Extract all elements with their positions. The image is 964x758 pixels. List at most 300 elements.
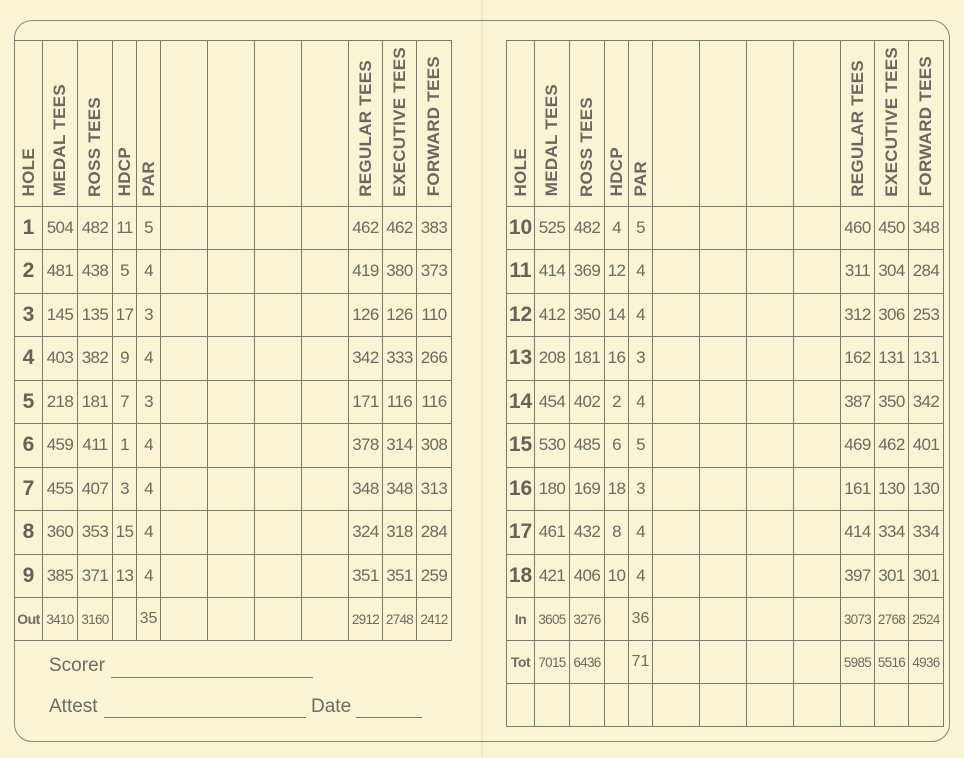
par-value: 4 <box>137 424 161 468</box>
hole-row <box>507 337 944 381</box>
header-regular-label: REGULAR TEES <box>847 59 867 197</box>
executive-total: 2748 <box>383 598 417 641</box>
hole-number: 16 <box>507 467 535 511</box>
front-nine-table <box>14 40 452 641</box>
score-entry-cell[interactable] <box>208 380 255 424</box>
hole-number: 13 <box>507 337 535 381</box>
forward-value: 116 <box>417 380 452 424</box>
date-label: Date <box>311 696 352 717</box>
score-entry-cell[interactable] <box>302 250 349 294</box>
medal-value: 385 <box>43 554 78 598</box>
regular-value: 171 <box>349 380 383 424</box>
hole-row <box>507 206 944 250</box>
in-row <box>507 598 944 641</box>
ross-total: 3160 <box>78 598 113 641</box>
executive-value: 318 <box>383 511 417 555</box>
ross-total: 6436 <box>570 641 605 684</box>
hole-row <box>15 206 452 250</box>
score-total-cell[interactable] <box>700 598 747 641</box>
hole-number: 10 <box>507 206 535 250</box>
header-cell-s1 <box>161 41 208 207</box>
hole-row <box>507 467 944 511</box>
forward-value: 110 <box>417 293 452 337</box>
blank-cell[interactable] <box>875 684 909 727</box>
regular-value: 460 <box>841 206 875 250</box>
header-cell-medal <box>43 41 78 207</box>
score-entry-cell[interactable] <box>747 467 794 511</box>
medal-value: 180 <box>535 467 570 511</box>
score-entry-cell[interactable] <box>255 206 302 250</box>
score-entry-cell[interactable] <box>255 424 302 468</box>
header-cell-hdcp <box>605 41 629 207</box>
score-entry-cell[interactable] <box>302 293 349 337</box>
score-entry-cell[interactable] <box>747 380 794 424</box>
forward-value: 348 <box>909 206 944 250</box>
forward-value: 313 <box>417 467 452 511</box>
score-entry-cell[interactable] <box>653 380 700 424</box>
ross-value: 369 <box>570 250 605 294</box>
medal-value: 481 <box>43 250 78 294</box>
ross-value: 482 <box>78 206 113 250</box>
score-total-cell[interactable] <box>161 598 208 641</box>
score-entry-cell[interactable] <box>255 467 302 511</box>
hdcp-value: 12 <box>605 250 629 294</box>
score-entry-cell[interactable] <box>747 206 794 250</box>
hole-number: 4 <box>15 337 43 381</box>
score-entry-cell[interactable] <box>208 337 255 381</box>
forward-value: 308 <box>417 424 452 468</box>
medal-value: 403 <box>43 337 78 381</box>
score-entry-cell[interactable] <box>161 467 208 511</box>
header-medal-label: MEDAL TEES <box>542 84 561 197</box>
executive-total: 5516 <box>875 641 909 684</box>
score-entry-cell[interactable] <box>794 250 841 294</box>
score-entry-cell[interactable] <box>208 554 255 598</box>
ross-value: 411 <box>78 424 113 468</box>
score-total-cell[interactable] <box>700 641 747 684</box>
hole-row <box>15 511 452 555</box>
executive-value: 351 <box>383 554 417 598</box>
score-entry-cell[interactable] <box>302 554 349 598</box>
par-value: 3 <box>137 380 161 424</box>
score-entry-cell[interactable] <box>700 511 747 555</box>
header-cell-regular <box>349 41 383 207</box>
scorer-line[interactable] <box>111 677 313 678</box>
score-total-cell[interactable] <box>255 598 302 641</box>
executive-total: 2768 <box>875 598 909 641</box>
score-entry-cell[interactable] <box>700 424 747 468</box>
score-entry-cell[interactable] <box>255 293 302 337</box>
tot-row <box>507 641 944 684</box>
hole-number: 9 <box>15 554 43 598</box>
header-cell-executive <box>383 41 417 207</box>
medal-value: 525 <box>535 206 570 250</box>
header-ross-label: ROSS TEES <box>85 96 104 197</box>
score-entry-cell[interactable] <box>208 511 255 555</box>
hole-number: 18 <box>507 554 535 598</box>
hdcp-value: 11 <box>113 206 137 250</box>
par-value: 3 <box>629 467 653 511</box>
par-value: 5 <box>137 206 161 250</box>
score-entry-cell[interactable] <box>208 250 255 294</box>
executive-value: 314 <box>383 424 417 468</box>
hdcp-value: 14 <box>605 293 629 337</box>
score-entry-cell[interactable] <box>208 293 255 337</box>
header-cell-forward <box>909 41 944 207</box>
par-total: 36 <box>629 598 653 641</box>
score-entry-cell[interactable] <box>255 554 302 598</box>
executive-value: 116 <box>383 380 417 424</box>
forward-value: 342 <box>909 380 944 424</box>
header-cell-ross <box>78 41 113 207</box>
regular-value: 162 <box>841 337 875 381</box>
medal-value: 454 <box>535 380 570 424</box>
score-entry-cell[interactable] <box>794 293 841 337</box>
par-value: 4 <box>629 380 653 424</box>
regular-value: 419 <box>349 250 383 294</box>
header-cell-s1 <box>653 41 700 207</box>
header-cell-par <box>137 41 161 207</box>
score-entry-cell[interactable] <box>161 511 208 555</box>
score-entry-cell[interactable] <box>700 206 747 250</box>
scorer-label: Scorer <box>49 655 105 676</box>
score-entry-cell[interactable] <box>794 554 841 598</box>
hole-number: 17 <box>507 511 535 555</box>
hole-row <box>507 380 944 424</box>
total-label: In <box>507 598 535 641</box>
score-total-cell[interactable] <box>653 598 700 641</box>
hole-row <box>507 250 944 294</box>
forward-value: 373 <box>417 250 452 294</box>
forward-value: 130 <box>909 467 944 511</box>
ross-value: 181 <box>78 380 113 424</box>
score-entry-cell[interactable] <box>208 206 255 250</box>
hdcp-total <box>113 598 137 641</box>
score-entry-cell[interactable] <box>747 337 794 381</box>
header-medal-label: MEDAL TEES <box>50 84 69 197</box>
hdcp-value: 17 <box>113 293 137 337</box>
score-entry-cell[interactable] <box>747 424 794 468</box>
hdcp-value: 16 <box>605 337 629 381</box>
score-entry-cell[interactable] <box>653 337 700 381</box>
forward-value: 284 <box>417 511 452 555</box>
ross-value: 485 <box>570 424 605 468</box>
forward-value: 259 <box>417 554 452 598</box>
score-entry-cell[interactable] <box>794 380 841 424</box>
forward-value: 301 <box>909 554 944 598</box>
header-hdcp-label: HDCP <box>606 147 626 197</box>
ross-value: 350 <box>570 293 605 337</box>
header-cell-executive <box>875 41 909 207</box>
score-entry-cell[interactable] <box>747 511 794 555</box>
score-entry-cell[interactable] <box>747 293 794 337</box>
ross-value: 169 <box>570 467 605 511</box>
forward-value: 131 <box>909 337 944 381</box>
par-value: 4 <box>137 511 161 555</box>
regular-value: 351 <box>349 554 383 598</box>
header-cell-s3 <box>747 41 794 207</box>
executive-value: 304 <box>875 250 909 294</box>
blank-cell[interactable] <box>909 684 944 727</box>
header-cell-par <box>629 41 653 207</box>
regular-value: 397 <box>841 554 875 598</box>
executive-value: 333 <box>383 337 417 381</box>
regular-total: 2912 <box>349 598 383 641</box>
score-entry-cell[interactable] <box>302 206 349 250</box>
executive-value: 350 <box>875 380 909 424</box>
blank-cell[interactable] <box>841 684 875 727</box>
medal-value: 455 <box>43 467 78 511</box>
regular-value: 378 <box>349 424 383 468</box>
par-value: 3 <box>629 337 653 381</box>
medal-total: 3605 <box>535 598 570 641</box>
score-entry-cell[interactable] <box>653 511 700 555</box>
header-par-label: PAR <box>138 161 158 197</box>
ross-value: 432 <box>570 511 605 555</box>
score-total-cell[interactable] <box>794 598 841 641</box>
score-entry-cell[interactable] <box>302 424 349 468</box>
score-entry-cell[interactable] <box>747 554 794 598</box>
hole-number: 12 <box>507 293 535 337</box>
score-entry-cell[interactable] <box>794 206 841 250</box>
executive-value: 301 <box>875 554 909 598</box>
attest-line[interactable] <box>104 717 306 718</box>
score-entry-cell[interactable] <box>208 467 255 511</box>
regular-value: 348 <box>349 467 383 511</box>
score-entry-cell[interactable] <box>161 337 208 381</box>
hdcp-value: 7 <box>113 380 137 424</box>
hole-number: 3 <box>15 293 43 337</box>
executive-value: 380 <box>383 250 417 294</box>
hdcp-value: 8 <box>605 511 629 555</box>
medal-total: 3410 <box>43 598 78 641</box>
header-cell-medal <box>535 41 570 207</box>
score-entry-cell[interactable] <box>302 511 349 555</box>
hdcp-total <box>605 598 629 641</box>
hdcp-value: 5 <box>113 250 137 294</box>
header-cell-s4 <box>302 41 349 207</box>
header-cell-s2 <box>700 41 747 207</box>
header-row <box>507 41 944 207</box>
score-total-cell[interactable] <box>302 598 349 641</box>
header-cell-ross <box>570 41 605 207</box>
score-entry-cell[interactable] <box>653 250 700 294</box>
executive-value: 130 <box>875 467 909 511</box>
score-entry-cell[interactable] <box>747 250 794 294</box>
header-cell-hole <box>507 41 535 207</box>
score-entry-cell[interactable] <box>794 467 841 511</box>
score-entry-cell[interactable] <box>255 380 302 424</box>
hole-row <box>15 554 452 598</box>
score-total-cell[interactable] <box>653 641 700 684</box>
score-entry-cell[interactable] <box>653 554 700 598</box>
hole-row <box>15 250 452 294</box>
forward-value: 401 <box>909 424 944 468</box>
par-value: 4 <box>629 511 653 555</box>
score-entry-cell[interactable] <box>161 424 208 468</box>
score-entry-cell[interactable] <box>653 293 700 337</box>
hole-row <box>15 424 452 468</box>
regular-total: 5985 <box>841 641 875 684</box>
par-value: 4 <box>137 250 161 294</box>
date-line[interactable] <box>356 717 422 718</box>
par-value: 5 <box>629 424 653 468</box>
score-entry-cell[interactable] <box>161 554 208 598</box>
medal-total: 7015 <box>535 641 570 684</box>
score-entry-cell[interactable] <box>700 337 747 381</box>
regular-value: 126 <box>349 293 383 337</box>
score-entry-cell[interactable] <box>255 511 302 555</box>
score-entry-cell[interactable] <box>700 250 747 294</box>
blank-cell[interactable] <box>653 684 700 727</box>
score-entry-cell[interactable] <box>794 337 841 381</box>
score-entry-cell[interactable] <box>653 424 700 468</box>
header-par-label: PAR <box>630 161 650 197</box>
header-hole-label: HOLE <box>18 148 38 197</box>
header-executive-label: EXECUTIVE TEES <box>881 47 901 197</box>
regular-value: 414 <box>841 511 875 555</box>
par-value: 4 <box>629 554 653 598</box>
regular-value: 387 <box>841 380 875 424</box>
hdcp-total <box>605 641 629 684</box>
forward-value: 284 <box>909 250 944 294</box>
blank-cell[interactable] <box>700 684 747 727</box>
hdcp-value: 10 <box>605 554 629 598</box>
regular-value: 342 <box>349 337 383 381</box>
regular-value: 312 <box>841 293 875 337</box>
blank-cell[interactable] <box>794 684 841 727</box>
ross-value: 135 <box>78 293 113 337</box>
score-entry-cell[interactable] <box>255 250 302 294</box>
score-entry-cell[interactable] <box>700 380 747 424</box>
forward-total: 2412 <box>417 598 452 641</box>
score-entry-cell[interactable] <box>700 467 747 511</box>
executive-value: 462 <box>875 424 909 468</box>
header-cell-s2 <box>208 41 255 207</box>
score-entry-cell[interactable] <box>161 206 208 250</box>
hole-row <box>507 554 944 598</box>
header-regular-label: REGULAR TEES <box>355 59 375 197</box>
score-total-cell[interactable] <box>208 598 255 641</box>
blank-cell[interactable] <box>535 684 570 727</box>
forward-value: 383 <box>417 206 452 250</box>
blank-cell[interactable] <box>570 684 605 727</box>
header-forward-label: FORWARD TEES <box>424 56 443 197</box>
executive-value: 306 <box>875 293 909 337</box>
blank-cell[interactable] <box>629 684 653 727</box>
medal-value: 421 <box>535 554 570 598</box>
forward-value: 334 <box>909 511 944 555</box>
par-value: 4 <box>629 250 653 294</box>
score-entry-cell[interactable] <box>302 380 349 424</box>
hole-number: 1 <box>15 206 43 250</box>
hole-row <box>15 293 452 337</box>
medal-value: 461 <box>535 511 570 555</box>
hole-number: 8 <box>15 511 43 555</box>
out-row <box>15 598 452 641</box>
blank-row <box>507 684 944 727</box>
executive-value: 348 <box>383 467 417 511</box>
medal-value: 530 <box>535 424 570 468</box>
par-value: 3 <box>137 293 161 337</box>
score-entry-cell[interactable] <box>700 293 747 337</box>
score-entry-cell[interactable] <box>208 424 255 468</box>
hdcp-value: 4 <box>605 206 629 250</box>
header-executive-label: EXECUTIVE TEES <box>389 47 409 197</box>
forward-value: 253 <box>909 293 944 337</box>
par-value: 5 <box>629 206 653 250</box>
hole-row <box>15 380 452 424</box>
blank-cell[interactable] <box>605 684 629 727</box>
hdcp-value: 2 <box>605 380 629 424</box>
score-total-cell[interactable] <box>794 641 841 684</box>
score-entry-cell[interactable] <box>255 337 302 381</box>
header-cell-forward <box>417 41 452 207</box>
ross-value: 407 <box>78 467 113 511</box>
score-entry-cell[interactable] <box>794 424 841 468</box>
blank-cell[interactable] <box>507 684 535 727</box>
regular-value: 324 <box>349 511 383 555</box>
ross-value: 382 <box>78 337 113 381</box>
score-entry-cell[interactable] <box>653 467 700 511</box>
executive-value: 334 <box>875 511 909 555</box>
score-entry-cell[interactable] <box>653 206 700 250</box>
header-cell-s3 <box>255 41 302 207</box>
header-hole-label: HOLE <box>510 148 530 197</box>
medal-value: 208 <box>535 337 570 381</box>
hdcp-value: 3 <box>113 467 137 511</box>
score-entry-cell[interactable] <box>161 293 208 337</box>
score-total-cell[interactable] <box>747 641 794 684</box>
hole-number: 15 <box>507 424 535 468</box>
attest-label: Attest <box>49 696 98 717</box>
par-total: 35 <box>137 598 161 641</box>
regular-total: 3073 <box>841 598 875 641</box>
score-entry-cell[interactable] <box>302 467 349 511</box>
hdcp-value: 9 <box>113 337 137 381</box>
medal-value: 360 <box>43 511 78 555</box>
hole-number: 7 <box>15 467 43 511</box>
hole-row <box>507 511 944 555</box>
score-entry-cell[interactable] <box>161 250 208 294</box>
executive-value: 126 <box>383 293 417 337</box>
ross-value: 353 <box>78 511 113 555</box>
executive-value: 450 <box>875 206 909 250</box>
medal-value: 218 <box>43 380 78 424</box>
header-row <box>15 41 452 207</box>
score-entry-cell[interactable] <box>794 511 841 555</box>
hole-number: 14 <box>507 380 535 424</box>
medal-value: 145 <box>43 293 78 337</box>
par-value: 4 <box>629 293 653 337</box>
total-label: Tot <box>507 641 535 684</box>
forward-value: 266 <box>417 337 452 381</box>
hdcp-value: 15 <box>113 511 137 555</box>
score-entry-cell[interactable] <box>161 380 208 424</box>
regular-value: 311 <box>841 250 875 294</box>
score-entry-cell[interactable] <box>302 337 349 381</box>
ross-value: 181 <box>570 337 605 381</box>
score-entry-cell[interactable] <box>700 554 747 598</box>
score-total-cell[interactable] <box>747 598 794 641</box>
par-value: 4 <box>137 467 161 511</box>
hole-number: 2 <box>15 250 43 294</box>
hole-number: 6 <box>15 424 43 468</box>
hdcp-value: 6 <box>605 424 629 468</box>
hdcp-value: 18 <box>605 467 629 511</box>
blank-cell[interactable] <box>747 684 794 727</box>
hole-row <box>15 467 452 511</box>
